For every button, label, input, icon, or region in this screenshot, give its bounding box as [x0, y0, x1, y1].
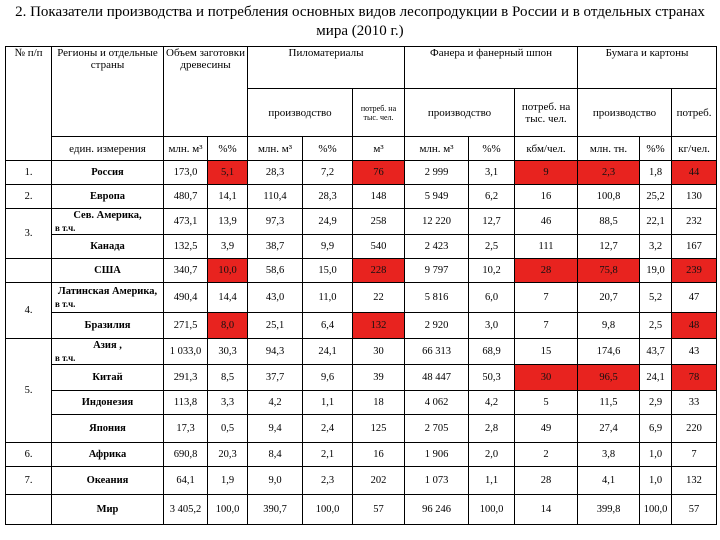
- value-cell: 3 405,2: [164, 495, 208, 525]
- value-cell: 2 423: [405, 235, 469, 259]
- value-cell: 291,3: [164, 365, 208, 391]
- value-cell: 1,0: [640, 443, 672, 467]
- value-cell: 8,5: [208, 365, 248, 391]
- value-cell: 9,4: [248, 415, 303, 443]
- value-cell: 0,5: [208, 415, 248, 443]
- value-cell: 28,3: [248, 161, 303, 185]
- value-cell: 20,7: [578, 283, 640, 313]
- region-name: Индонезия: [52, 391, 164, 415]
- value-cell: 19,0: [640, 259, 672, 283]
- region-name: Россия: [52, 161, 164, 185]
- region-name: Европа: [52, 185, 164, 209]
- value-cell: 340,7: [164, 259, 208, 283]
- row-number: 3.: [6, 209, 52, 259]
- value-cell: 1 033,0: [164, 339, 208, 365]
- value-cell: 47: [672, 283, 717, 313]
- value-cell: 2: [515, 443, 578, 467]
- value-cell: 11,5: [578, 391, 640, 415]
- value-cell: 390,7: [248, 495, 303, 525]
- unit-cell: млн. тн.: [578, 137, 640, 161]
- value-cell: 4 062: [405, 391, 469, 415]
- value-cell: 25,2: [640, 185, 672, 209]
- value-cell: 12,7: [469, 209, 515, 235]
- incl-note: в т.ч.: [55, 222, 76, 233]
- value-cell: 480,7: [164, 185, 208, 209]
- value-cell: 148: [353, 185, 405, 209]
- row-number: 4.: [6, 283, 52, 339]
- value-cell: 57: [672, 495, 717, 525]
- value-cell: 5: [515, 391, 578, 415]
- value-cell: 14,4: [208, 283, 248, 313]
- header-harvest: Объем заготовки древесины: [164, 47, 248, 137]
- value-cell: 100,0: [469, 495, 515, 525]
- table-row: [6, 365, 717, 391]
- value-cell: 88,5: [578, 209, 640, 235]
- value-cell: 66 313: [405, 339, 469, 365]
- value-cell: 10,2: [469, 259, 515, 283]
- table-row: [6, 209, 717, 235]
- region-name: Канада: [52, 235, 164, 259]
- table-row: [6, 185, 717, 209]
- value-cell: 100,0: [303, 495, 353, 525]
- value-cell: 7: [515, 313, 578, 339]
- value-cell: 43,7: [640, 339, 672, 365]
- value-cell: 22: [353, 283, 405, 313]
- value-cell: 9,9: [303, 235, 353, 259]
- region-name: Латинская Америка, в т.ч.: [52, 283, 164, 313]
- value-cell: 2 705: [405, 415, 469, 443]
- value-cell: 202: [353, 467, 405, 495]
- value-cell: 12 220: [405, 209, 469, 235]
- value-cell: 96,5: [578, 365, 640, 391]
- value-cell: 1,8: [640, 161, 672, 185]
- value-cell: 9 797: [405, 259, 469, 283]
- value-cell: 6,9: [640, 415, 672, 443]
- row-number: 7.: [6, 467, 52, 495]
- value-cell: 6,2: [469, 185, 515, 209]
- header-plywood: Фанера и фанерный шпон: [405, 47, 578, 89]
- header-lumber: Пиломатериалы: [248, 47, 405, 89]
- header-units-label: един. измерения: [52, 137, 164, 161]
- unit-cell: млн. м³: [248, 137, 303, 161]
- value-cell: 1,1: [469, 467, 515, 495]
- value-cell: 5,1: [208, 161, 248, 185]
- row-number: 6.: [6, 443, 52, 467]
- value-cell: 78: [672, 365, 717, 391]
- value-cell: 1 906: [405, 443, 469, 467]
- value-cell: 14: [515, 495, 578, 525]
- value-cell: 30,3: [208, 339, 248, 365]
- region-name: Азия , в т.ч.: [52, 339, 164, 365]
- value-cell: 100,0: [208, 495, 248, 525]
- value-cell: 3,8: [578, 443, 640, 467]
- value-cell: 46: [515, 209, 578, 235]
- value-cell: 18: [353, 391, 405, 415]
- value-cell: 232: [672, 209, 717, 235]
- table-row: [6, 259, 717, 283]
- value-cell: 64,1: [164, 467, 208, 495]
- value-cell: 13,9: [208, 209, 248, 235]
- value-cell: 15: [515, 339, 578, 365]
- value-cell: 28: [515, 259, 578, 283]
- value-cell: 7,2: [303, 161, 353, 185]
- value-cell: 27,4: [578, 415, 640, 443]
- value-cell: 39: [353, 365, 405, 391]
- value-cell: 17,3: [164, 415, 208, 443]
- value-cell: 15,0: [303, 259, 353, 283]
- incl-note: в т.ч.: [55, 298, 76, 309]
- value-cell: 6,0: [469, 283, 515, 313]
- value-cell: 3,3: [208, 391, 248, 415]
- value-cell: 5 949: [405, 185, 469, 209]
- value-cell: 9,0: [248, 467, 303, 495]
- value-cell: 4,2: [469, 391, 515, 415]
- value-cell: 2,5: [469, 235, 515, 259]
- value-cell: 399,8: [578, 495, 640, 525]
- row-number: [6, 495, 52, 525]
- value-cell: 540: [353, 235, 405, 259]
- region-name: Африка: [52, 443, 164, 467]
- page-title: 2. Показатели производства и потребления основных видов лесопродукции в России и в отдельных странах мира (2010 г.): [15, 4, 705, 39]
- value-cell: 113,8: [164, 391, 208, 415]
- value-cell: 96 246: [405, 495, 469, 525]
- value-cell: 2,9: [640, 391, 672, 415]
- value-cell: 111: [515, 235, 578, 259]
- value-cell: 132: [353, 313, 405, 339]
- row-number: 5.: [6, 339, 52, 443]
- unit-cell: млн. м³: [405, 137, 469, 161]
- value-cell: 125: [353, 415, 405, 443]
- value-cell: 2,4: [303, 415, 353, 443]
- region-name: США: [52, 259, 164, 283]
- region-name: Китай: [52, 365, 164, 391]
- unit-cell: %%: [208, 137, 248, 161]
- value-cell: 2,1: [303, 443, 353, 467]
- value-cell: 2,8: [469, 415, 515, 443]
- value-cell: 271,5: [164, 313, 208, 339]
- table-row: [6, 235, 717, 259]
- value-cell: 10,0: [208, 259, 248, 283]
- unit-cell: %%: [640, 137, 672, 161]
- value-cell: 7: [672, 443, 717, 467]
- value-cell: 7: [515, 283, 578, 313]
- unit-cell: %%: [303, 137, 353, 161]
- value-cell: 8,0: [208, 313, 248, 339]
- value-cell: 24,9: [303, 209, 353, 235]
- value-cell: 2 999: [405, 161, 469, 185]
- value-cell: 1,0: [640, 467, 672, 495]
- value-cell: 4,2: [248, 391, 303, 415]
- table-row: [6, 313, 717, 339]
- value-cell: 94,3: [248, 339, 303, 365]
- row-number: 2.: [6, 185, 52, 209]
- unit-cell: %%: [469, 137, 515, 161]
- value-cell: 100,8: [578, 185, 640, 209]
- value-cell: 228: [353, 259, 405, 283]
- value-cell: 3,0: [469, 313, 515, 339]
- region-name: Япония: [52, 415, 164, 443]
- value-cell: 6,4: [303, 313, 353, 339]
- value-cell: 3,9: [208, 235, 248, 259]
- value-cell: 2,3: [303, 467, 353, 495]
- value-cell: 16: [353, 443, 405, 467]
- value-cell: 57: [353, 495, 405, 525]
- value-cell: 9,6: [303, 365, 353, 391]
- value-cell: 25,1: [248, 313, 303, 339]
- table-row: [6, 339, 717, 365]
- value-cell: 239: [672, 259, 717, 283]
- value-cell: 24,1: [640, 365, 672, 391]
- value-cell: 2,0: [469, 443, 515, 467]
- value-cell: 38,7: [248, 235, 303, 259]
- value-cell: 100,0: [640, 495, 672, 525]
- value-cell: 132,5: [164, 235, 208, 259]
- value-cell: 28: [515, 467, 578, 495]
- region-name: Сев. Америка, в т.ч.: [52, 209, 164, 235]
- header-lumber-production: производство: [248, 89, 353, 137]
- header-num: № п/п: [6, 47, 52, 161]
- value-cell: 24,1: [303, 339, 353, 365]
- value-cell: 49: [515, 415, 578, 443]
- value-cell: 33: [672, 391, 717, 415]
- value-cell: 690,8: [164, 443, 208, 467]
- value-cell: 58,6: [248, 259, 303, 283]
- value-cell: 2,5: [640, 313, 672, 339]
- value-cell: 28,3: [303, 185, 353, 209]
- value-cell: 130: [672, 185, 717, 209]
- value-cell: 2 920: [405, 313, 469, 339]
- table-row: [6, 161, 717, 185]
- row-number: [6, 259, 52, 283]
- value-cell: 1,9: [208, 467, 248, 495]
- value-cell: 132: [672, 467, 717, 495]
- value-cell: 473,1: [164, 209, 208, 235]
- value-cell: 8,4: [248, 443, 303, 467]
- value-cell: 16: [515, 185, 578, 209]
- unit-cell: млн. м³: [164, 137, 208, 161]
- unit-cell: кг/чел.: [672, 137, 717, 161]
- header-paper-production: производство: [578, 89, 672, 137]
- header-regions: Регионы и отдельные страны: [52, 47, 164, 137]
- header-paper-consumption: потреб.: [672, 89, 717, 137]
- forest-products-table: [5, 46, 717, 525]
- value-cell: 43,0: [248, 283, 303, 313]
- value-cell: 44: [672, 161, 717, 185]
- table-row: [6, 283, 717, 313]
- value-cell: 4,1: [578, 467, 640, 495]
- header-paper: Бумага и картоны: [578, 47, 717, 89]
- value-cell: 220: [672, 415, 717, 443]
- unit-cell: кбм/чел.: [515, 137, 578, 161]
- value-cell: 258: [353, 209, 405, 235]
- incl-note: в т.ч.: [55, 352, 76, 363]
- table-row: [6, 467, 717, 495]
- value-cell: 1 073: [405, 467, 469, 495]
- value-cell: 97,3: [248, 209, 303, 235]
- table-row: [6, 443, 717, 467]
- value-cell: 5 816: [405, 283, 469, 313]
- header-lumber-consumption: потреб. на тыс. чел.: [353, 89, 405, 137]
- header-plywood-production: производство: [405, 89, 515, 137]
- value-cell: 2,3: [578, 161, 640, 185]
- value-cell: 48 447: [405, 365, 469, 391]
- value-cell: 173,0: [164, 161, 208, 185]
- value-cell: 50,3: [469, 365, 515, 391]
- table-row: [6, 415, 717, 443]
- table-row: [6, 495, 717, 525]
- region-name: Океания: [52, 467, 164, 495]
- unit-cell: м³: [353, 137, 405, 161]
- value-cell: 48: [672, 313, 717, 339]
- value-cell: 68,9: [469, 339, 515, 365]
- value-cell: 3,2: [640, 235, 672, 259]
- value-cell: 9: [515, 161, 578, 185]
- value-cell: 14,1: [208, 185, 248, 209]
- row-number: 1.: [6, 161, 52, 185]
- value-cell: 76: [353, 161, 405, 185]
- value-cell: 22,1: [640, 209, 672, 235]
- value-cell: 11,0: [303, 283, 353, 313]
- value-cell: 20,3: [208, 443, 248, 467]
- value-cell: 110,4: [248, 185, 303, 209]
- value-cell: 75,8: [578, 259, 640, 283]
- value-cell: 37,7: [248, 365, 303, 391]
- value-cell: 9,8: [578, 313, 640, 339]
- value-cell: 1,1: [303, 391, 353, 415]
- region-name: Мир: [52, 495, 164, 525]
- table-row: [6, 391, 717, 415]
- region-name: Бразилия: [52, 313, 164, 339]
- value-cell: 3,1: [469, 161, 515, 185]
- value-cell: 12,7: [578, 235, 640, 259]
- value-cell: 5,2: [640, 283, 672, 313]
- value-cell: 167: [672, 235, 717, 259]
- value-cell: 174,6: [578, 339, 640, 365]
- value-cell: 30: [353, 339, 405, 365]
- value-cell: 30: [515, 365, 578, 391]
- value-cell: 43: [672, 339, 717, 365]
- value-cell: 490,4: [164, 283, 208, 313]
- header-plywood-consumption: потреб. на тыс. чел.: [515, 89, 578, 137]
